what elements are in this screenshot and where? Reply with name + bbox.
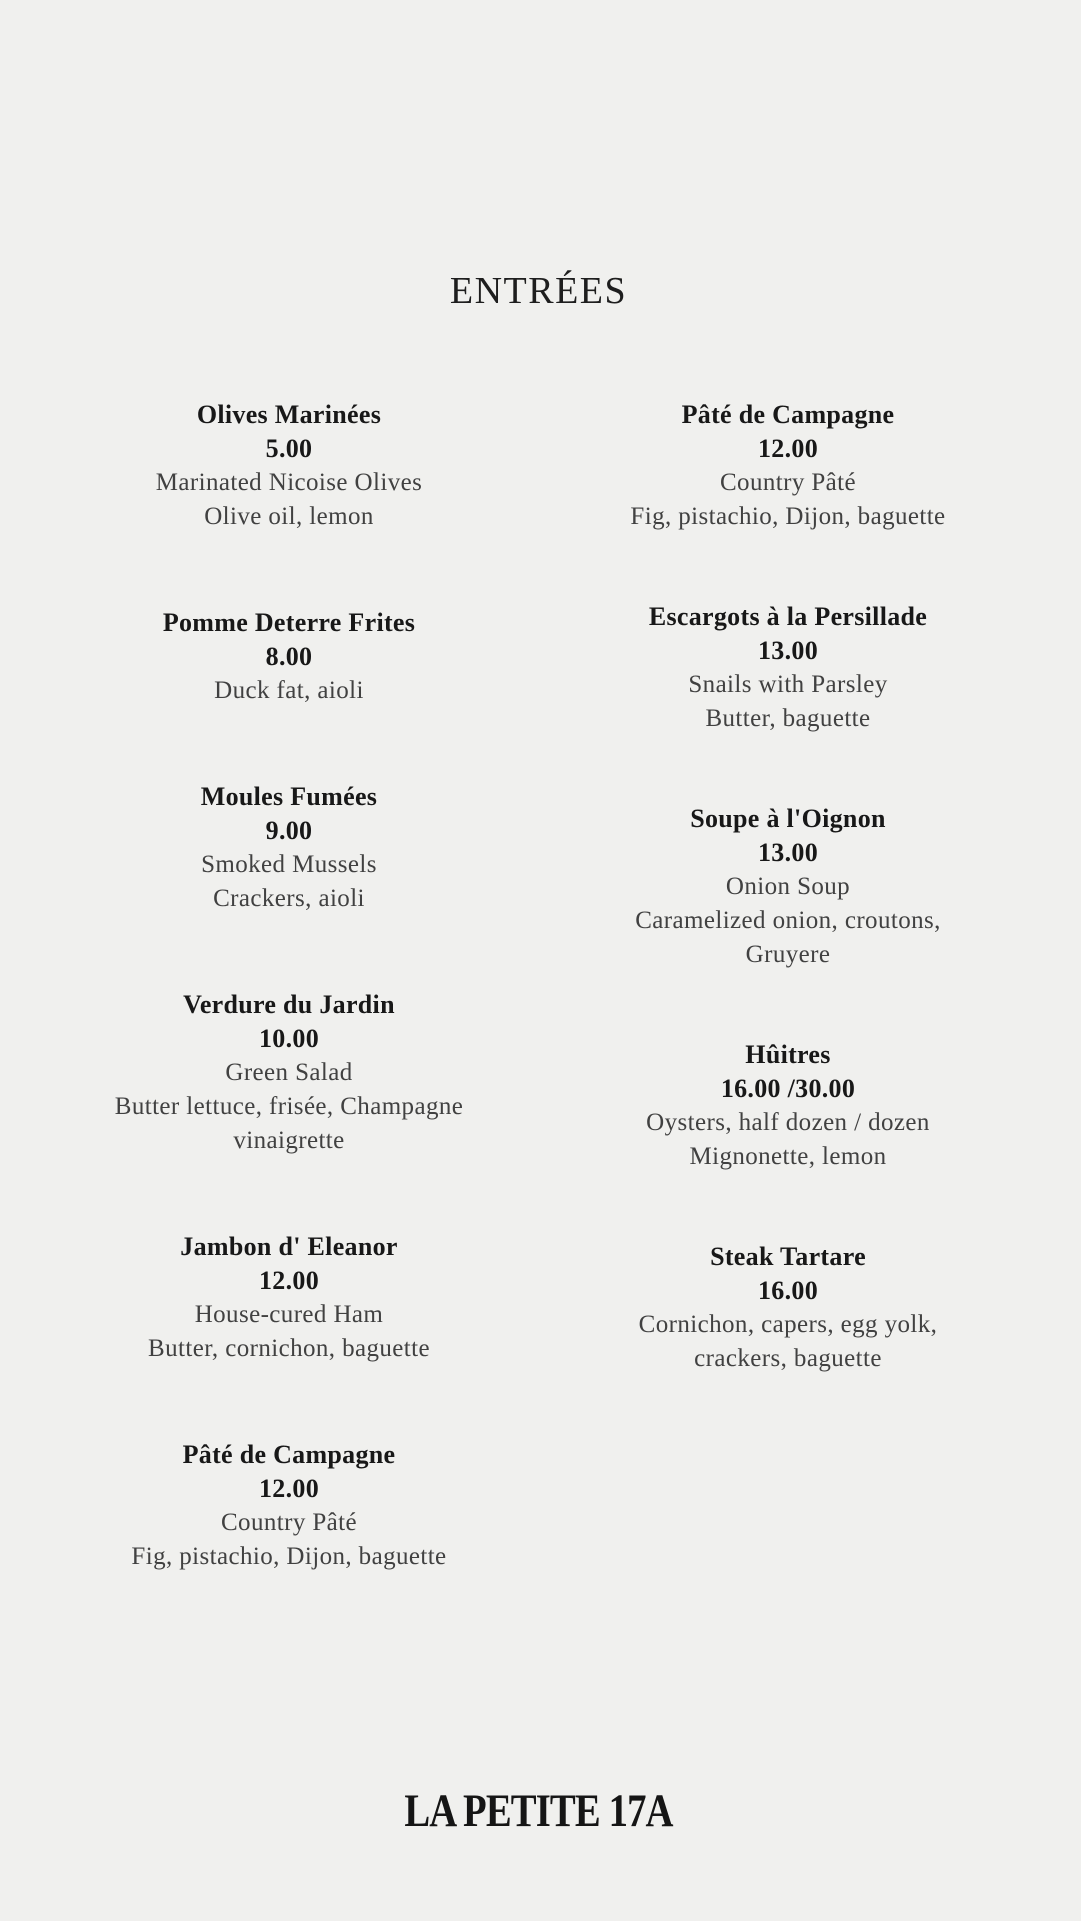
menu-item — [563, 600, 1013, 736]
item-name: Escargots à la Persillade — [648, 602, 928, 631]
menu-item — [64, 780, 514, 916]
menu-item — [64, 606, 514, 708]
menu-columns — [64, 398, 1013, 1646]
restaurant-logo: LA PETITE 17A — [404, 1785, 673, 1837]
item-description-line: Gruyere — [745, 941, 831, 968]
item-description-line: Fig, pistachio, Dijon, baguette — [131, 1543, 447, 1570]
item-description-line: Butter lettuce, frisée, Champagne — [114, 1093, 464, 1120]
menu-item — [64, 1230, 514, 1366]
item-name: Pomme Deterre Frites — [162, 608, 416, 637]
item-price: 12.00 — [259, 1474, 319, 1503]
item-description-line: House-cured Ham — [194, 1301, 384, 1328]
menu-column-left — [64, 398, 514, 1646]
item-description-line: Green Salad — [225, 1059, 353, 1086]
item-description-line: Duck fat, aioli — [214, 677, 364, 704]
item-name: Verdure du Jardin — [183, 990, 395, 1019]
item-description-line: Cornichon, capers, egg yolk, — [638, 1311, 938, 1338]
item-description-line: Butter, baguette — [705, 705, 871, 732]
item-description-line: Crackers, aioli — [213, 885, 365, 912]
item-price: 12.00 — [758, 434, 818, 463]
item-description-line: Caramelized onion, croutons, — [635, 907, 941, 934]
item-price: 13.00 — [758, 838, 818, 867]
item-description-line: Marinated Nicoise Olives — [155, 469, 423, 496]
item-price: 10.00 — [259, 1024, 319, 1053]
item-description-line: Smoked Mussels — [201, 851, 377, 878]
item-description-line: Snails with Parsley — [688, 671, 888, 698]
menu-item — [64, 1438, 514, 1574]
menu-item — [563, 1240, 1013, 1376]
item-price: 16.00 /30.00 — [720, 1074, 856, 1103]
item-price: 8.00 — [265, 642, 313, 671]
section-title: ENTRÉES — [449, 270, 628, 312]
item-description-line: Mignonette, lemon — [689, 1143, 887, 1170]
item-price: 9.00 — [265, 816, 313, 845]
item-description-line: Olive oil, lemon — [204, 503, 374, 530]
item-name: Soupe à l'Oignon — [690, 804, 886, 833]
menu-item — [563, 398, 1013, 534]
item-price: 13.00 — [758, 636, 818, 665]
item-description-line: Butter, cornichon, baguette — [148, 1335, 430, 1362]
item-description-line: vinaigrette — [233, 1127, 345, 1154]
item-name: Hûitres — [745, 1040, 831, 1069]
item-description-line: Oysters, half dozen / dozen — [646, 1109, 930, 1136]
item-description-line: crackers, baguette — [694, 1345, 882, 1372]
menu-item — [64, 988, 514, 1158]
item-name: Pâté de Campagne — [681, 400, 895, 429]
item-description-line: Country Pâté — [220, 1509, 358, 1536]
item-name: Jambon d' Eleanor — [180, 1232, 398, 1261]
item-name: Pâté de Campagne — [182, 1440, 396, 1469]
menu-item — [563, 1038, 1013, 1174]
item-name: Steak Tartare — [710, 1242, 866, 1271]
item-description-line: Fig, pistachio, Dijon, baguette — [630, 503, 946, 530]
item-price: 12.00 — [259, 1266, 319, 1295]
item-name: Olives Marinées — [196, 400, 382, 429]
item-description-line: Onion Soup — [725, 873, 851, 900]
item-price: 5.00 — [265, 434, 313, 463]
item-price: 16.00 — [758, 1276, 818, 1305]
item-description-line: Country Pâté — [719, 469, 857, 496]
menu-item — [563, 802, 1013, 972]
menu-item — [64, 398, 514, 534]
menu-column-right — [563, 398, 1013, 1646]
item-name: Moules Fumées — [200, 782, 378, 811]
